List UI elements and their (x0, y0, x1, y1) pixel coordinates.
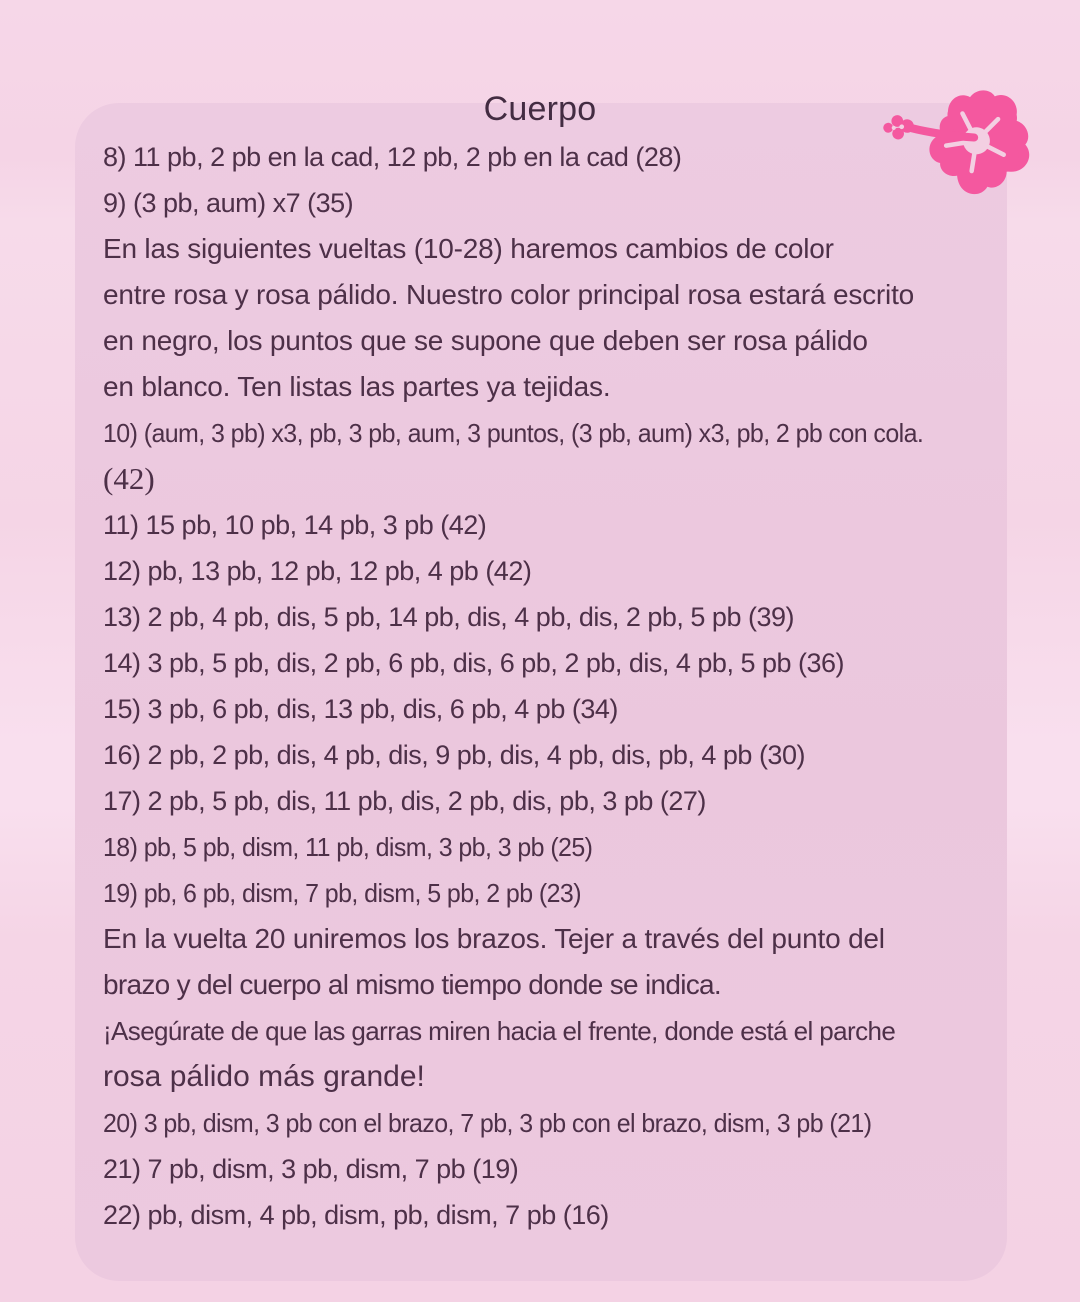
pattern-line: 18) pb, 5 pb, dism, 11 pb, dism, 3 pb, 3 pb (25) (103, 832, 593, 862)
pattern-lines (103, 134, 1003, 1238)
pattern-line: 9) (3 pb, aum) x7 (35) (103, 188, 354, 218)
pattern-line: En las siguientes vueltas (10-28) haremos cambios de color (103, 233, 834, 264)
page-title: Cuerpo (483, 90, 597, 128)
pattern-line: ¡Asegúrate de que las garras miren hacia el frente, donde está el parche (103, 1016, 896, 1046)
pattern-line: rosa pálido más grande! (103, 1060, 425, 1093)
pattern-line: en blanco. Ten listas las partes ya tejidas. (103, 371, 611, 402)
pattern-line: 15) 3 pb, 6 pb, dis, 13 pb, dis, 6 pb, 4 pb (34) (103, 694, 618, 724)
pattern-line: 11) 15 pb, 10 pb, 14 pb, 3 pb (42) (103, 510, 487, 540)
pattern-line: 16) 2 pb, 2 pb, dis, 4 pb, dis, 9 pb, dis, 4 pb, dis, pb, 4 pb (30) (103, 740, 805, 770)
pattern-line: en negro, los puntos que se supone que deben ser rosa pálido (103, 325, 868, 356)
pattern-line: 20) 3 pb, dism, 3 pb con el brazo, 7 pb, 3 pb con el brazo, dism, 3 pb (21) (103, 1108, 872, 1138)
pattern-line: 21) 7 pb, dism, 3 pb, dism, 7 pb (19) (103, 1154, 519, 1184)
hibiscus-flower-icon (872, 32, 1052, 228)
pattern-line: 8) 11 pb, 2 pb en la cad, 12 pb, 2 pb en la cad (28) (103, 142, 682, 172)
pattern-line: (42) (103, 461, 155, 496)
pattern-line: brazo y del cuerpo al mismo tiempo donde se indica. (103, 969, 721, 1000)
pattern-line: 17) 2 pb, 5 pb, dis, 11 pb, dis, 2 pb, dis, pb, 3 pb (27) (103, 786, 706, 816)
pattern-line: entre rosa y rosa pálido. Nuestro color principal rosa estará escrito (103, 279, 915, 310)
pattern-line: 22) pb, dism, 4 pb, dism, pb, dism, 7 pb (16) (103, 1200, 609, 1230)
pattern-line: 12) pb, 13 pb, 12 pb, 12 pb, 4 pb (42) (103, 556, 532, 586)
pattern-line: En la vuelta 20 uniremos los brazos. Tejer a través del punto del (103, 923, 885, 954)
pattern-line: 19) pb, 6 pb, dism, 7 pb, dism, 5 pb, 2 pb (23) (103, 878, 581, 908)
pattern-line: 14) 3 pb, 5 pb, dis, 2 pb, 6 pb, dis, 6 pb, 2 pb, dis, 4 pb, 5 pb (36) (103, 648, 845, 678)
pattern-line: 13) 2 pb, 4 pb, dis, 5 pb, 14 pb, dis, 4 pb, dis, 2 pb, 5 pb (39) (103, 602, 794, 632)
pattern-line: 10) (aum, 3 pb) x3, pb, 3 pb, aum, 3 puntos, (3 pb, aum) x3, pb, 2 pb con cola. (103, 418, 924, 448)
